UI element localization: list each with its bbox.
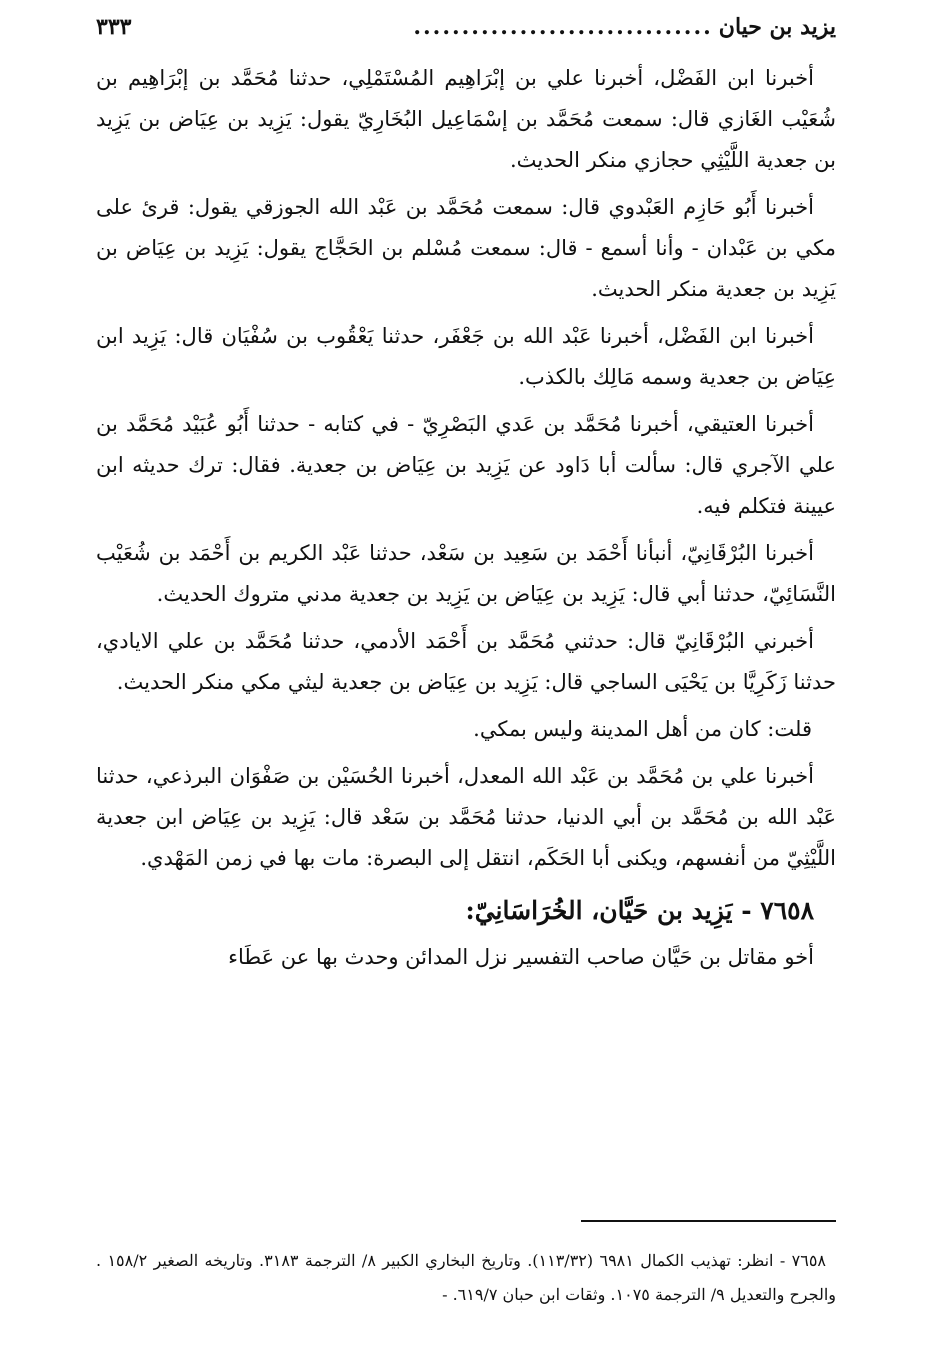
narration-paragraph: أخبرني البُرْقَانِيّ قال: حدثني مُحَمَّد بن أَحْمَد الأدمي، حدثنا مُحَمَّد بن علي الايادي، حدثنا زَكَرِيَّا بن يَحْيَى الساجي قال: يَزِيد بن عِيَاض بن جعدية ليثي مكي منكر الحديث. (96, 629, 836, 694)
author-comment: قلت: كان من أهل المدينة وليس بمكي. (473, 717, 812, 741)
running-head-title: يزيد بن حيان (718, 14, 836, 40)
leader-dots: ............................... (413, 14, 713, 40)
narration-paragraph: أخبرنا العتيقي، أخبرنا مُحَمَّد بن عَدي البَصْرِيّ - في كتابه - حدثنا أَبُو عُبَيْد مُحَمَّد بن علي الآجري قال: سألت أبا دَاود عن يَزِيد بن عِيَاض بن جعدية. فقال: ترك حديثه ابن عيينة فتكلم فيه. (96, 412, 836, 518)
narration-paragraph: أخبرنا البُرْقَانِيّ، أنبأنا أَحْمَد بن سَعِيد بن سَعْد، حدثنا عَبْد الكريم بن أَحْمَد بن شُعَيْب النَّسَائِيّ، حدثنا أبي قال: يَزِيد بن عِيَاض بن يَزِيد بن جعدية مدني متروك الحديث. (96, 541, 836, 606)
entry-text: أخو مقاتل بن حَيَّان صاحب التفسير نزل المدائن وحدث بها عن عَطَاء (228, 945, 814, 969)
narration-paragraph: أخبرنا ابن الفَضْل، أخبرنا علي بن إبْرَاهِيم المُسْتَمْلِي، حدثنا مُحَمَّد بن إبْرَاهِيم بن شُعَيْب الغَازي قال: سمعت مُحَمَّد بن إسْمَاعِيل البُخَارِيّ يقول: يَزِيد بن عِيَاض بن يَزِيد بن جعدية اللَّيْثِي حجازي منكر الحديث. (96, 66, 836, 172)
narration-paragraph: أخبرنا علي بن مُحَمَّد بن عَبْد الله المعدل، أخبرنا الحُسَيْن بن صَفْوَان البرذعي، حدثنا عَبْد الله بن مُحَمَّد بن أبي الدنيا، حدثنا مُحَمَّد بن سَعْد قال: يَزِيد بن عِيَاض ابن جعدية اللَّيْثِيّ من أنفسهم، ويكنى أبا الحَكَم، انتقل إلى البصرة: مات بها في زمن المَهْدي. (96, 764, 836, 870)
footnote-separator (581, 1220, 836, 1222)
main-text (96, 58, 836, 978)
narration-paragraph: أخبرنا أَبُو حَازِم العَبْدوي قال: سمعت مُحَمَّد بن عَبْد الله الجوزقي يقول: قرئ على مكي بن عَبْدان - وأنا أسمع - قال: سمعت مُسْلم بن الحَجَّاج يقول: يَزِيد بن عِيَاض بن يَزِيد بن جعدية منكر الحديث. (96, 195, 836, 301)
running-header (96, 14, 836, 58)
book-page (96, 14, 836, 1344)
page-number: ٣٣٣ (96, 14, 132, 40)
footnote: ٧٦٥٨ - انظر: تهذيب الكمال ٦٩٨١ (١١٣/٣٢). وتاريخ البخاري الكبير ٨/ الترجمة ٣١٨٣. وتاريخه الصغير ١٥٨/٢ . والجرح والتعديل ٩/ الترجمة ١٠٧٥. وثقات ابن حبان ٦١٩/٧. - (96, 1251, 836, 1304)
narration-paragraph: أخبرنا ابن الفَضْل، أخبرنا عَبْد الله بن جَعْفَر، حدثنا يَعْقُوب بن سُفْيَان قال: يَزِيد ابن عِيَاض بن جعدية وسمه مَالِك بالكذب. (96, 324, 836, 389)
entry-heading: ٧٦٥٨ - يَزِيد بن حَيَّان، الخُرَاسَانِيّ: (465, 896, 814, 925)
